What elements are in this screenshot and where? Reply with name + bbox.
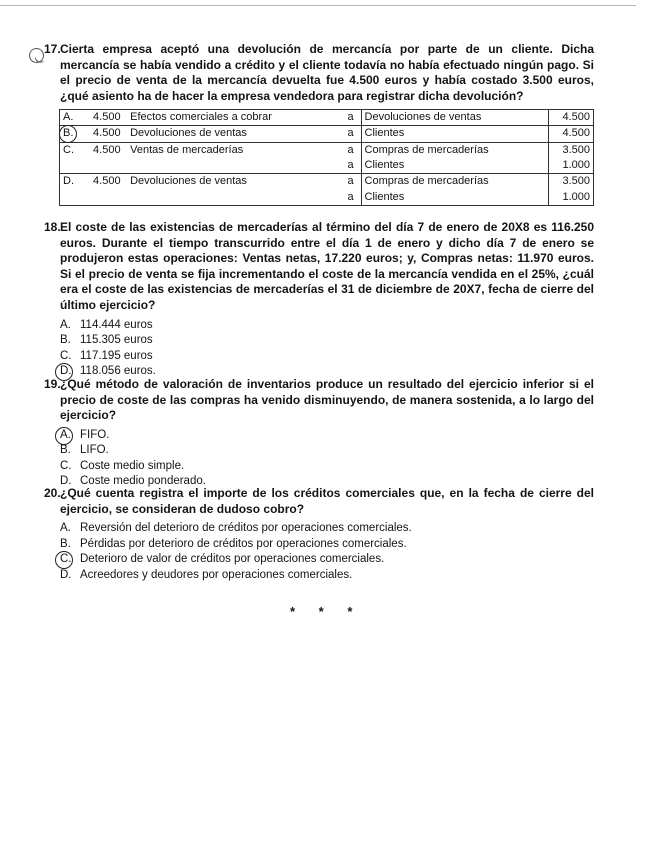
question-body: ¿Qué cuenta registra el importe de los créditos comerciales que, en la fecha de cierre del ejercicio, se consideran de dudoso cobro? <box>60 486 594 516</box>
table-row[interactable]: B. 4.500 Devoluciones de ventas a Clientes 4.500 <box>60 126 594 142</box>
question-number: 20. <box>44 486 61 500</box>
option-c[interactable]: C. Deterioro de valor de créditos por operaciones comerciales. <box>60 552 594 568</box>
option-c[interactable]: C. 117.195 euros <box>60 349 153 362</box>
option-c[interactable]: C. Coste medio simple. <box>60 459 185 472</box>
answer-circle-mark <box>55 427 73 445</box>
table-row[interactable]: A. 4.500 Efectos comerciales a cobrar a Devoluciones de ventas 4.500 <box>60 110 594 126</box>
option-d-block <box>60 174 594 206</box>
question-body: ¿Qué método de valoración de inventarios produce un resultado del ejercicio inferior si el precio de coste de las compras ha venido disminuyendo, de manera sostenida, a lo largo del ejercicio? <box>60 377 594 423</box>
top-edge-line <box>0 5 636 6</box>
option-b[interactable]: B. Pérdidas por deterioro de créditos por operaciones comerciales. <box>60 537 407 550</box>
option-b-block <box>60 126 594 142</box>
question-number: 17. <box>44 42 61 56</box>
question-19-text <box>44 377 594 424</box>
question-17-text <box>44 42 594 104</box>
question-18-options <box>44 318 594 380</box>
question-20-text <box>44 486 594 517</box>
question-number: 18. <box>44 220 61 234</box>
end-marker: * * * <box>290 604 363 619</box>
option-b[interactable]: B. 115.305 euros <box>60 334 153 347</box>
table-row[interactable]: C. 4.500 Ventas de mercaderías a Compras de mercaderías 3.500 <box>60 142 594 158</box>
option-c-block <box>60 142 594 174</box>
question-19 <box>44 377 594 490</box>
option-d[interactable]: D. Coste medio ponderado. <box>60 475 206 488</box>
question-body: Cierta empresa aceptó una devolución de mercancía por parte de un cliente. Dicha mercancía se había vendido a crédito y el cliente todavía no había efectuado ningún pago. Si el precio de venta de la mercancía devuelta fue 4.500 euros y había costado 3.500 euros, ¿qué asiento ha de hacer la empresa vendedora para registrar dicha devolución? <box>60 42 594 103</box>
journal-entries-table <box>59 109 594 206</box>
question-20-options <box>44 521 594 583</box>
question-18-text <box>44 220 594 314</box>
option-d[interactable]: D. Acreedores y deudores por operaciones comerciales. <box>60 568 353 581</box>
option-d[interactable]: D. 118.056 euros. <box>60 364 594 380</box>
question-body: El coste de las existencias de mercaderías al término del día 7 de enero de 20X8 es 116.250 euros. Durante el tiempo transcurrido entre el día 1 de enero y dicho día 7 de enero se produjeron estas operaciones: Ventas netas, 17.220 euros; y, Compras netas: 11.970 euros. Si el precio de venta se fija incrementando el coste de la mercancía vendida en el 25%, ¿cuál era el coste de las existencias de mercaderías el 31 de diciembre de 20X7, fecha de cierre del último ejercicio? <box>60 220 594 312</box>
option-a[interactable]: A. Reversión del deterioro de créditos por operaciones comerciales. <box>60 522 412 535</box>
option-b[interactable]: B. LIFO. <box>60 444 109 457</box>
question-20 <box>44 486 594 583</box>
option-a-block <box>60 110 594 126</box>
question-18 <box>44 220 594 380</box>
answer-circle-mark <box>59 125 77 143</box>
question-17 <box>44 42 594 104</box>
table-row[interactable]: D. 4.500 Devoluciones de ventas a Compras de mercaderías 3.500 <box>60 174 594 190</box>
option-a[interactable]: A. 114.444 euros <box>60 318 153 331</box>
table-row[interactable]: a Clientes 1.000 <box>60 158 594 174</box>
question-19-options <box>44 428 594 490</box>
table-row[interactable]: a Clientes 1.000 <box>60 189 594 205</box>
option-a[interactable]: A. FIFO. <box>60 428 594 444</box>
question-number: 19. <box>44 377 61 391</box>
